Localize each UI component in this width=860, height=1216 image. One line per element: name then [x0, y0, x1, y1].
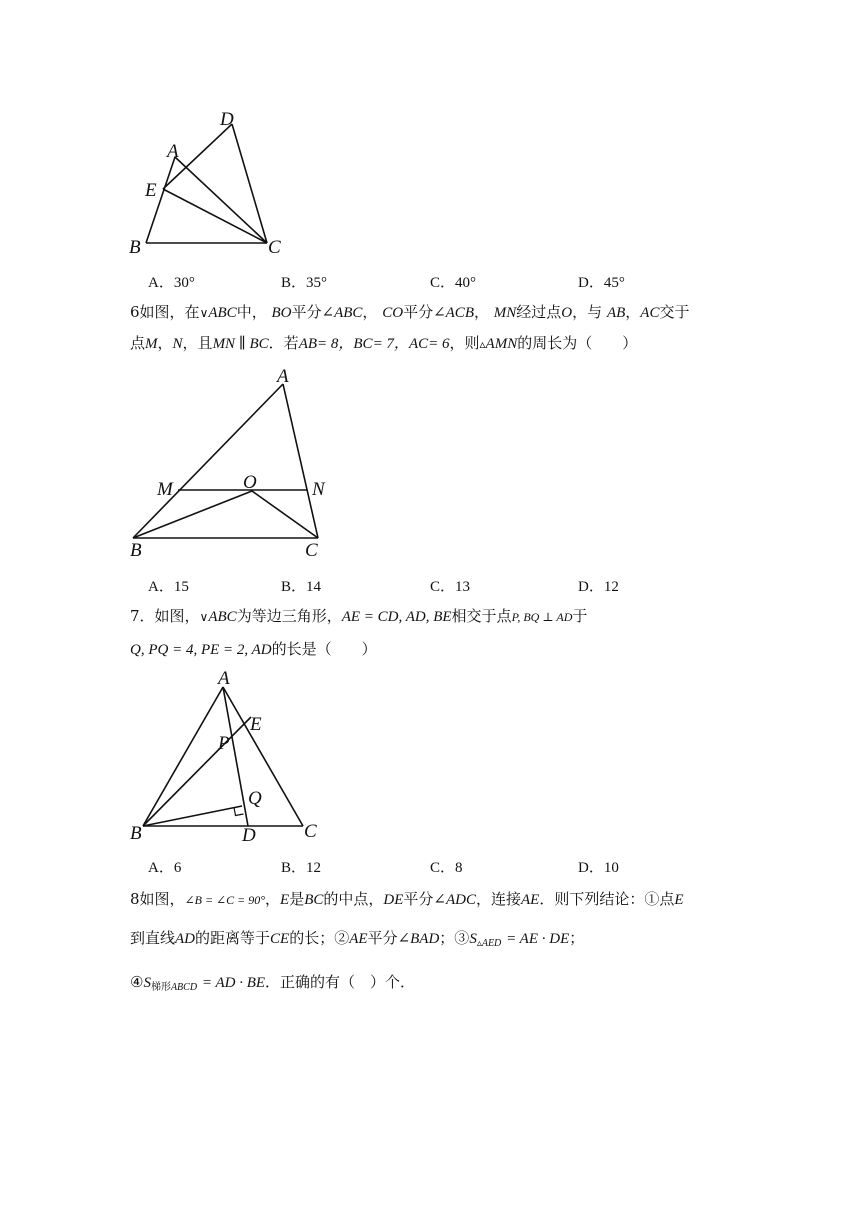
- q5-label-e: E: [145, 180, 157, 201]
- q7-figure: [120, 668, 340, 848]
- q5-label-d: D: [220, 109, 234, 130]
- q6-label-o: O: [243, 472, 257, 493]
- q6-segment-ac: [283, 384, 318, 538]
- q6-segment-co: [252, 491, 318, 538]
- q6-text-line-1: 6如图，在∨ABC中， BO平分∠ABC， CO平分∠ACB， MN经过点O，与 AB，AC交于: [130, 303, 690, 321]
- q5-options: [148, 271, 708, 295]
- q6-segment-bo: [133, 491, 252, 538]
- q5-segment-ec: [163, 189, 267, 243]
- q5-figure: [120, 100, 320, 260]
- q7-segment-bq: [143, 806, 242, 826]
- q6-option-a[interactable]: A．15: [148, 579, 189, 595]
- q6-option-c[interactable]: C．13: [430, 579, 471, 595]
- q7-option-a[interactable]: A．6: [148, 860, 182, 876]
- q5-label-a: A: [167, 141, 179, 162]
- q7-option-d[interactable]: D．10: [578, 860, 619, 876]
- q7-label-p: P: [218, 733, 230, 754]
- q7-text-line-2: Q, PQ = 4, PE = 2, AD的长是（ ）: [130, 640, 377, 658]
- q8-text-line-3: $④S_{梯形ABCD}$ = AD · BE．正确的有（ ）个．: [130, 973, 416, 993]
- q6-option-d[interactable]: D．12: [578, 579, 619, 595]
- q5-option-a[interactable]: A．30°: [148, 275, 195, 291]
- q6-label-a: A: [277, 366, 289, 387]
- q6-label-c: C: [305, 540, 318, 561]
- q6-label-n: N: [312, 479, 325, 500]
- q6-options: [148, 575, 708, 599]
- q8-text-line-1: 8如图，∠B = ∠C = 90°，E是BC的中点，DE平分∠ADC，连接AE．则下列结论：①点E: [130, 890, 684, 908]
- q5-label-c: C: [268, 237, 281, 258]
- q7-label-d: D: [242, 825, 256, 846]
- q7-label-e: E: [250, 714, 262, 735]
- q8-text-line-2: 到直线AD的距离等于CE的长；②AE平分∠BAD；$③S_{▵AED}$ = AE · DE；: [130, 929, 585, 949]
- q5-option-d[interactable]: D．45°: [578, 275, 625, 291]
- q5-segment-ac: [175, 157, 267, 243]
- q7-option-c[interactable]: C．8: [430, 860, 463, 876]
- q5-label-b: B: [129, 237, 141, 258]
- q6-segment-ba: [133, 384, 283, 538]
- q6-figure: [120, 362, 350, 562]
- q7-label-c: C: [304, 821, 317, 842]
- q7-option-b[interactable]: B．12: [281, 860, 322, 876]
- q6-option-b[interactable]: B．14: [281, 579, 322, 595]
- q6-label-b: B: [130, 540, 142, 561]
- q5-option-c[interactable]: C．40°: [430, 275, 477, 291]
- q6-label-m: M: [157, 479, 173, 500]
- q5-option-b[interactable]: B．35°: [281, 275, 328, 291]
- q7-label-a: A: [218, 668, 230, 689]
- q5-segment-cd: [232, 124, 267, 243]
- q7-label-q: Q: [248, 788, 262, 809]
- q7-right-angle-mark: [234, 808, 244, 816]
- q7-text-line-1: 7．如图，∨ABC为等边三角形，AE = CD, AD, BE相交于点P, BQ ⊥ AD于: [130, 607, 588, 625]
- q7-options: [148, 856, 708, 880]
- q7-label-b: B: [130, 823, 142, 844]
- q6-text-line-2: 点M，N，且MN ∥ BC．若AB= 8，BC= 7，AC= 6，则▵AMN的周长为（ ）: [130, 334, 638, 352]
